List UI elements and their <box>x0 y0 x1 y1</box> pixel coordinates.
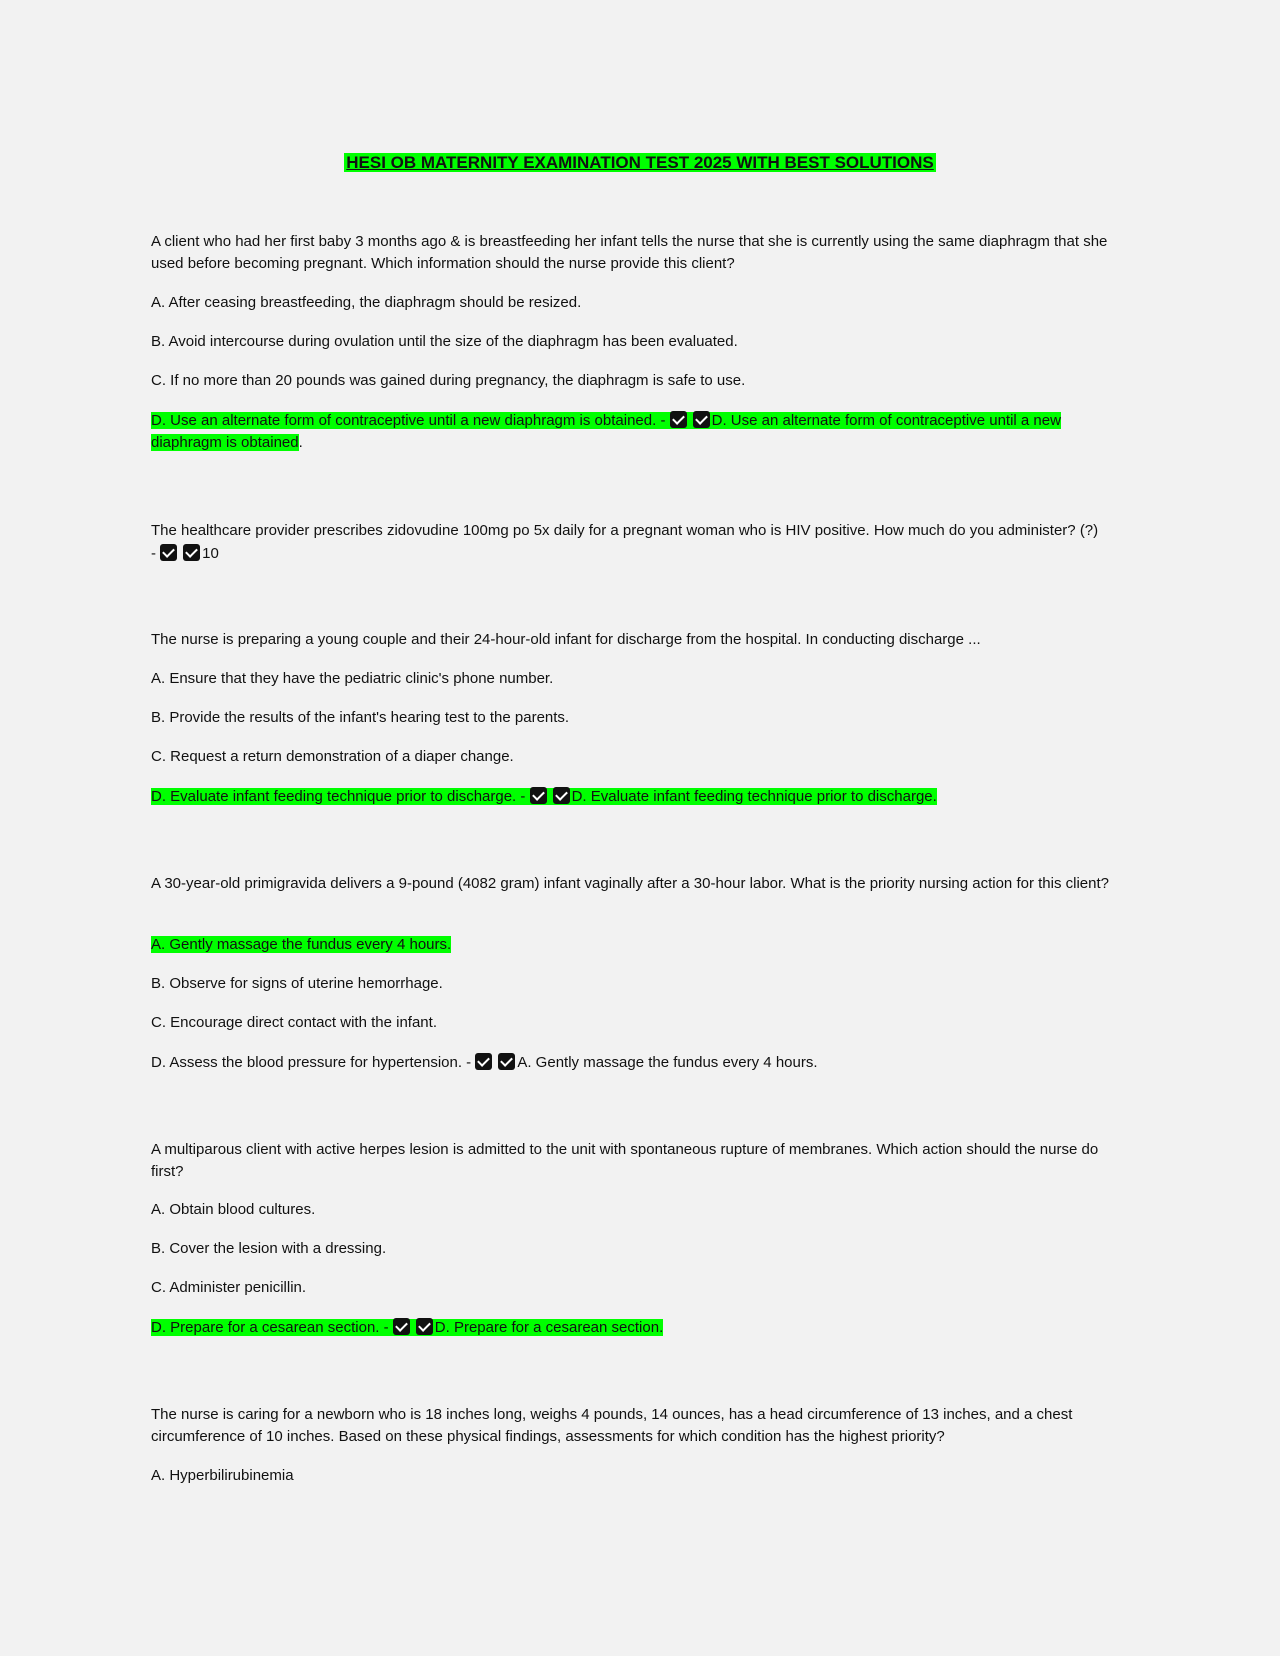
question-4-option-d-text: D. Assess the blood pressure for hypertension. - <box>151 1054 476 1071</box>
question-4-option-a <box>151 934 451 956</box>
question-5-answer: D. Prepare for a cesarean section. <box>434 1319 664 1336</box>
checkbox-checked-icon <box>393 1318 410 1335</box>
question-1-answer-line-1: D. Use an alternate form of contraceptive until a new <box>711 412 1061 429</box>
question-5-option-b: B. Cover the lesion with a dressing. <box>151 1240 387 1257</box>
question-1-option-c: C. If no more than 20 pounds was gained during pregnancy, the diaphragm is safe to use. <box>151 372 746 389</box>
question-4-option-a-highlight: A. Gently massage the fundus every 4 hours. <box>151 936 452 953</box>
checkbox-checked-icon <box>160 544 177 561</box>
document-title-text: HESI OB MATERNITY EXAMINATION TEST 2025 WITH BEST SOLUTIONS <box>346 153 934 172</box>
question-3-option-d-text: D. Evaluate infant feeding technique prior to discharge. - <box>151 788 530 805</box>
checkbox-checked-icon <box>183 544 200 561</box>
question-6-text: The nurse is caring for a newborn who is 18 inches long, weighs 4 pounds, 14 ounces, has a head circumference of 13 inches, and a chest circumference of 10 inches. Based on these physical findings, assessments for which condition has the highest priority? <box>151 1406 1073 1445</box>
question-3-answer: D. Evaluate infant feeding technique prior to discharge. <box>571 788 937 805</box>
question-5-text: A multiparous client with active herpes lesion is admitted to the unit with spontaneous rupture of membranes. Which action should the nurse do first? <box>151 1141 1099 1180</box>
question-1-option-d-highlight <box>151 412 1061 429</box>
question-3-option-d <box>151 786 937 808</box>
question-2-answer <box>151 543 219 565</box>
question-5-option-d <box>151 1317 663 1339</box>
checkbox-checked-icon <box>530 787 547 804</box>
question-1-answer-line-2: diaphragm is obtained <box>151 434 299 451</box>
question-3-option-b: B. Provide the results of the infant's hearing test to the parents. <box>151 709 570 726</box>
question-3-option-d-highlight <box>151 788 937 805</box>
document-title <box>0 150 1280 176</box>
checkbox-checked-icon <box>693 411 710 428</box>
question-5-option-a: A. Obtain blood cultures. <box>151 1201 316 1218</box>
question-2-text: The healthcare provider prescribes zidovudine 100mg po 5x daily for a pregnant woman who is HIV positive. How much do you administer? (?) <box>151 522 1099 539</box>
question-4-option-b: B. Observe for signs of uterine hemorrhage. <box>151 975 443 992</box>
question-1-option-b: B. Avoid intercourse during ovulation until the size of the diaphragm has been evaluated. <box>151 333 738 350</box>
question-5-option-d-highlight <box>151 1319 663 1336</box>
question-1-text: A client who had her first baby 3 months ago & is breastfeeding her infant tells the nurse that she is currently using the same diaphragm that she used before becoming pregnant. Which information should the nurse provide this client? <box>151 233 1108 272</box>
question-3-option-a: A. Ensure that they have the pediatric clinic's phone number. <box>151 670 554 687</box>
question-5-option-c: C. Administer penicillin. <box>151 1279 307 1296</box>
question-3-option-c: C. Request a return demonstration of a diaper change. <box>151 748 514 765</box>
question-4-answer: A. Gently massage the fundus every 4 hours. <box>517 1054 818 1071</box>
question-4-option-d <box>151 1052 818 1074</box>
checkbox-checked-icon <box>416 1318 433 1335</box>
question-4-text: A 30-year-old primigravida delivers a 9-pound (4082 gram) infant vaginally after a 30-hour labor. What is the priority nursing action for this client? <box>151 875 1109 892</box>
question-1-option-d <box>151 410 1061 432</box>
question-5-option-d-text: D. Prepare for a cesarean section. - <box>151 1319 393 1336</box>
question-1-option-a: A. After ceasing breastfeeding, the diaphragm should be resized. <box>151 294 582 311</box>
checkbox-checked-icon <box>670 411 687 428</box>
question-6-option-a: A. Hyperbilirubinemia <box>151 1467 294 1484</box>
checkbox-checked-icon <box>498 1053 515 1070</box>
question-1-option-d-text: D. Use an alternate form of contraceptive until a new diaphragm is obtained. - <box>151 412 670 429</box>
question-2-dash: - <box>151 545 161 562</box>
checkbox-checked-icon <box>475 1053 492 1070</box>
checkbox-checked-icon <box>553 787 570 804</box>
question-4-option-c: C. Encourage direct contact with the infant. <box>151 1014 437 1031</box>
question-2-answer-value: 10 <box>202 545 219 562</box>
question-1-answer-continued <box>151 432 303 454</box>
question-1-answer-tail: . <box>298 434 303 451</box>
question-3-text: The nurse is preparing a young couple and their 24-hour-old infant for discharge from the hospital. In conducting discharge ... <box>151 631 981 648</box>
